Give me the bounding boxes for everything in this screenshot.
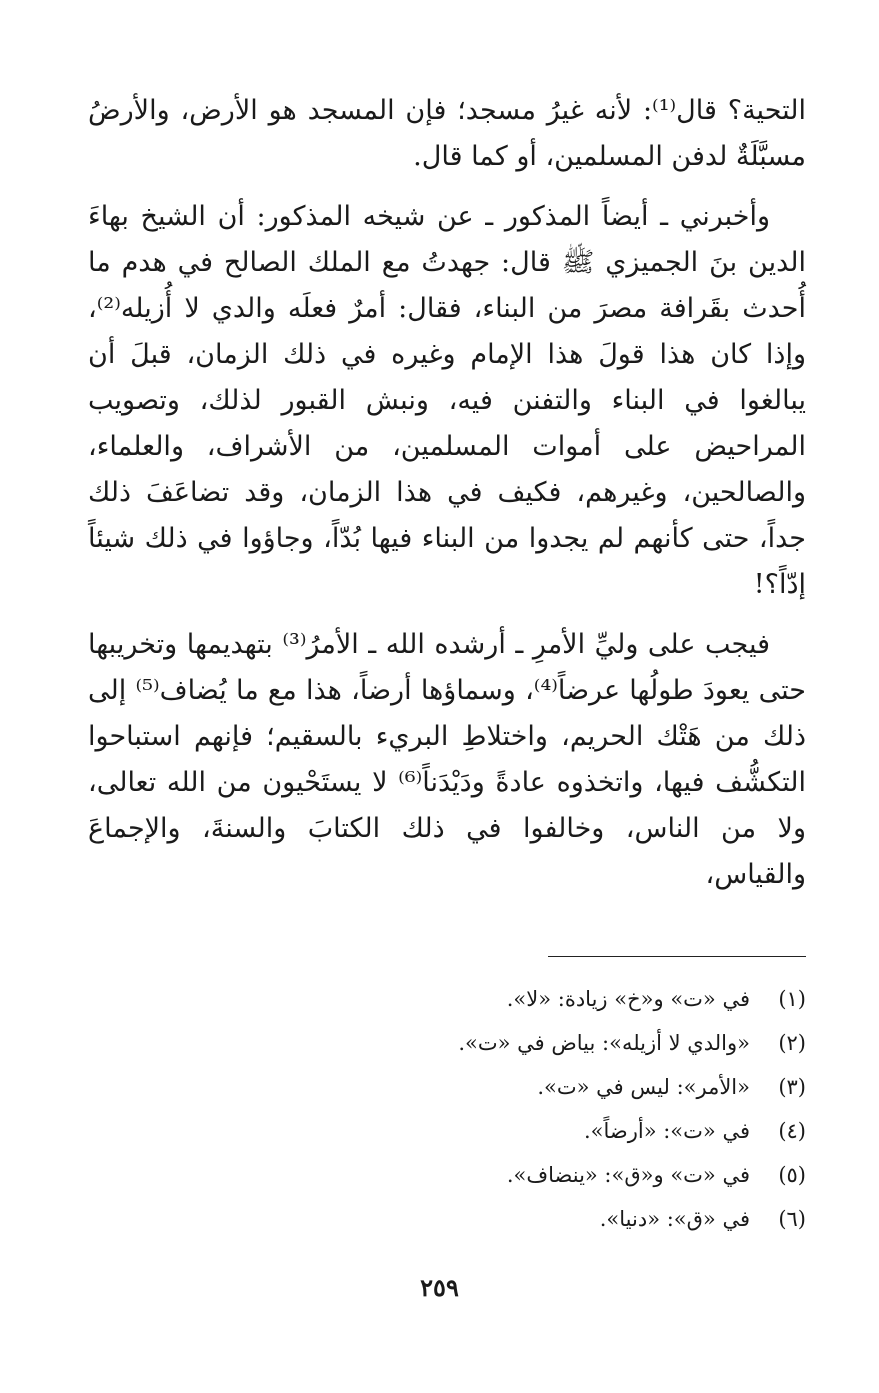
footnote-5 <box>88 1153 806 1197</box>
footnote-number: (١) <box>778 987 806 1011</box>
footnotes <box>88 977 806 1241</box>
footnote-text: «والدي لا أزيله»: بياض في «ت». <box>458 1031 750 1055</box>
footnote-2 <box>88 1021 806 1065</box>
page-number: ٢٥٩ <box>420 1273 459 1302</box>
footnote-number: (٦) <box>778 1207 806 1231</box>
paragraph-1: التحية؟ قال⁽¹⁾: لأنه غيرُ مسجد؛ فإن المسجد هو الأرض، والأرضُ مسبَّلَةٌ لدفن المسلمين، أو كما قال. <box>88 95 806 172</box>
footnote-number: (٤) <box>778 1119 806 1143</box>
paragraph-3: فيجب على وليِّ الأمرِ ـ أرشده الله ـ الأمرُ⁽³⁾ بتهديمها وتخريبها حتى يعودَ طولُها عرضاً⁽⁴⁾، وسماؤها أرضاً، هذا مع ما يُضاف⁽⁵⁾ إلى ذلك من هَتْك الحريم، واختلاطِ البريء بالسقيم؛ فإنهم استباحوا التكشُّف فيها، واتخذوه عادةً ودَيْدَناً⁽⁶⁾ لا يستَحْيون من الله تعالى، ولا من الناس، وخالفوا في ذلك الكتابَ والسنةَ، والإجماعَ والقياس، <box>88 629 807 890</box>
footnote-number: (٢) <box>778 1031 806 1055</box>
footnote-text: في «ت» و«خ» زيادة: «لا». <box>506 987 750 1011</box>
footnote-number: (٣) <box>778 1075 806 1099</box>
footnote-6 <box>88 1197 806 1241</box>
footnote-3 <box>88 1065 806 1109</box>
footnote-4 <box>88 1109 806 1153</box>
footnote-text: «الأمر»: ليس في «ت». <box>537 1075 750 1099</box>
footnote-text: في «ت»: «أرضاً». <box>583 1119 750 1143</box>
main-text <box>88 88 806 898</box>
footnote-text: في «ق»: «دنيا». <box>599 1207 750 1231</box>
footnote-text: في «ت» و«ق»: «ينضاف». <box>506 1163 750 1187</box>
footnote-separator <box>548 956 806 957</box>
footnote-1 <box>88 977 806 1021</box>
paragraph-2: وأخبرني ـ أيضاً المذكور ـ عن شيخه المذكور: أن الشيخ بهاءَ الدين بنَ الجميزي ﷺ قال: جهدتُ مع الملك الصالح في هدم ما أُحدث بقَرافة مصرَ من البناء، فقال: أمرٌ فعلَه والدي لا أُزيله⁽²⁾، وإذا كان هذا قولَ هذا الإمام وغيره في ذلك الزمان، قبلَ أن يبالغوا في البناء والتفنن فيه، ونبش القبور لذلك، وتصويب المراحيض على أموات المسلمين، من الأشراف، والعلماء، والصالحين، وغيرهم، فكيف في هذا الزمان، وقد تضاعَفَ ذلك جداً، حتى كأنهم لم يجدوا من البناء فيها بُدّاً، وجاؤوا في ذلك شيئاً إدّاً؟! <box>88 201 806 600</box>
footnote-number: (٥) <box>778 1163 806 1187</box>
